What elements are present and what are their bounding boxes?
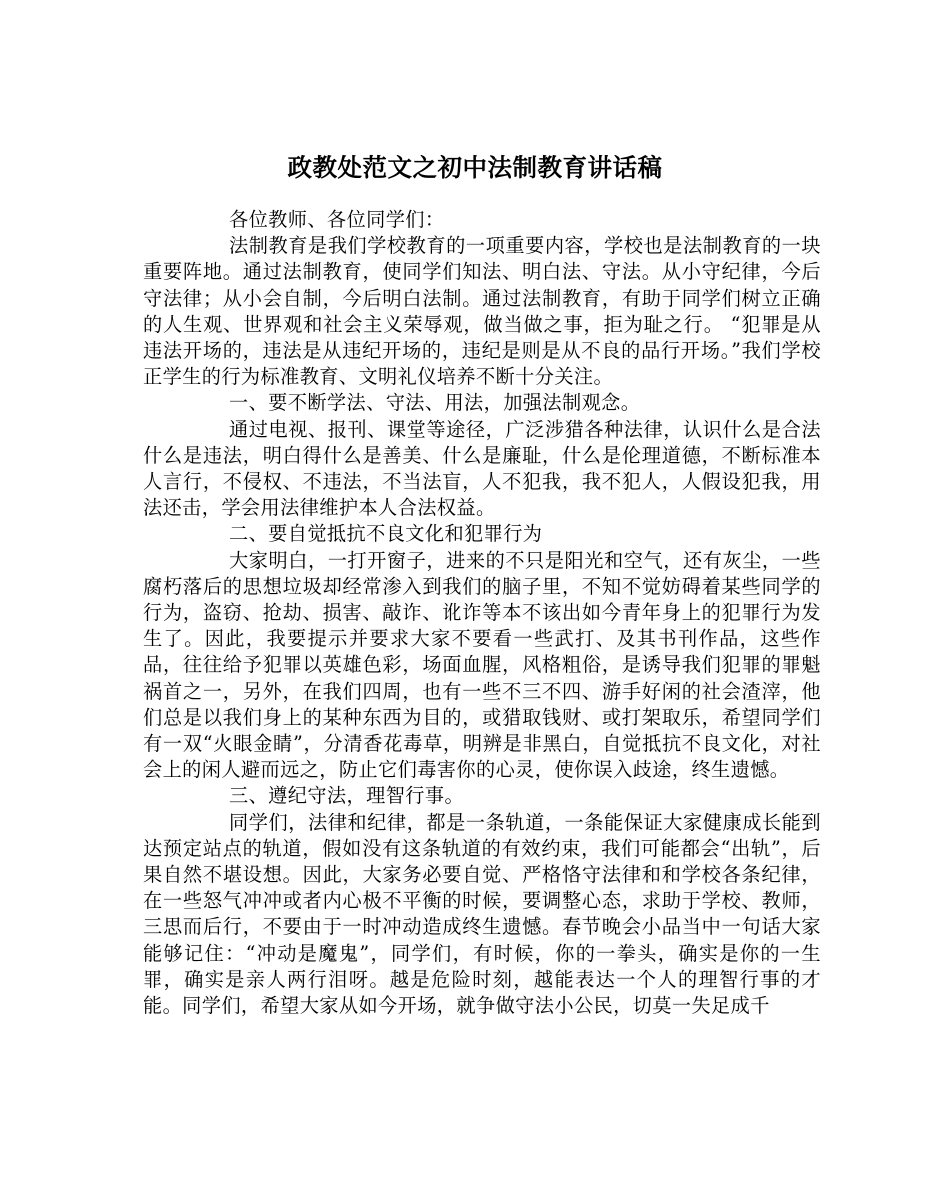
greeting-paragraph: 各位教师、各位同学们： [229,208,445,231]
body-paragraph: 大家明白，一打开窗子，进来的不只是阳光和空气，还有灰尘，一些腐朽落后的思想垃圾却经常渗入到我们的脑子里，不知不觉妨碍着某些同学的行为，盗窃、抢劫、损害、敲诈、讹诈等本不该出如今青年身上的犯罪行为发生了。因此，我要提示并要求大家不要看一些武打、及其书刊作品，这些作品，往往给予犯罪以英雄色彩，场面血腥，风格粗俗，是诱导我们犯罪的罪魁祸首之一，另外，在我们四周，也有一些不三不四、游手好闲的社会渣滓，他们总是以我们身上的某种东西为目的，或猎取钱财、或打架取乐，希望同学们有一双“火眼金睛”，分清香花毒草，明辨是非黑白，自觉抵抗不良文化，对社会上的闲人避而远之，防止它们毒害你的心灵，使你误入歧途，终生遗憾。 [143,548,821,782]
body-paragraph: 通过电视、报刊、课堂等途径，广泛涉猎各种法律，认识什么是合法什么是违法，明白得什么是善美、什么是廉耻，什么是伦理道德，不断标准本人言行，不侵权、不违法，不当法盲，人不犯我，我不犯人，人假设犯我，用法还击，学会用法律维护本人合法权益。 [143,417,821,520]
body-paragraph: 同学们，法律和纪律，都是一条轨道，一条能保证大家健康成长能到达预定站点的轨道，假如没有这条轨道的有效约束，我们可能都会“出轨”，后果自然不堪设想。因此，大家务必要自觉、严格恪守法律和和学校各条纪律，在一些怒气冲冲或者内心极不平衡的时候，要调整心态，求助于学校、教师，三思而后行，不要由于一时冲动造成终生遗憾。春节晚会小品当中一句话大家能够记住：“冲动是魔鬼”，同学们，有时候，你的一拳头，确实是你的一生罪，确实是亲人两行泪呀。越是危险时刻，越能表达一个人的理智行事的才能。同学们，希望大家从如今开场，就争做守法小公民，切莫一失足成千 [143,810,821,1018]
document-body [143,207,821,1019]
document-title: 政教处范文之初中法制教育讲话稿 [287,153,663,183]
section-heading: 一、要不断学法、守法、用法，加强法制观念。 [229,391,641,415]
body-paragraph: 法制教育是我们学校教育的一项重要内容，学校也是法制教育的一块重要阵地。通过法制教育，使同学们知法、明白法、守法。从小守纪律，今后守法律；从小会自制，今后明白法制。通过法制教育，有助于同学们树立正确的人生观、世界观和社会主义荣辱观，做当做之事，拒为耻之行。 “犯罪是从违法开场的，违法是从违纪开场的，违纪是则是从不良的品行开场。”我们学校正学生的行为标准教育、文明礼仪培养不断十分关注。 [143,234,821,389]
section-heading: 二、要自觉抵抗不良文化和犯罪行为 [229,522,543,546]
section-heading: 三、遵纪守法，理智行事。 [229,784,465,808]
